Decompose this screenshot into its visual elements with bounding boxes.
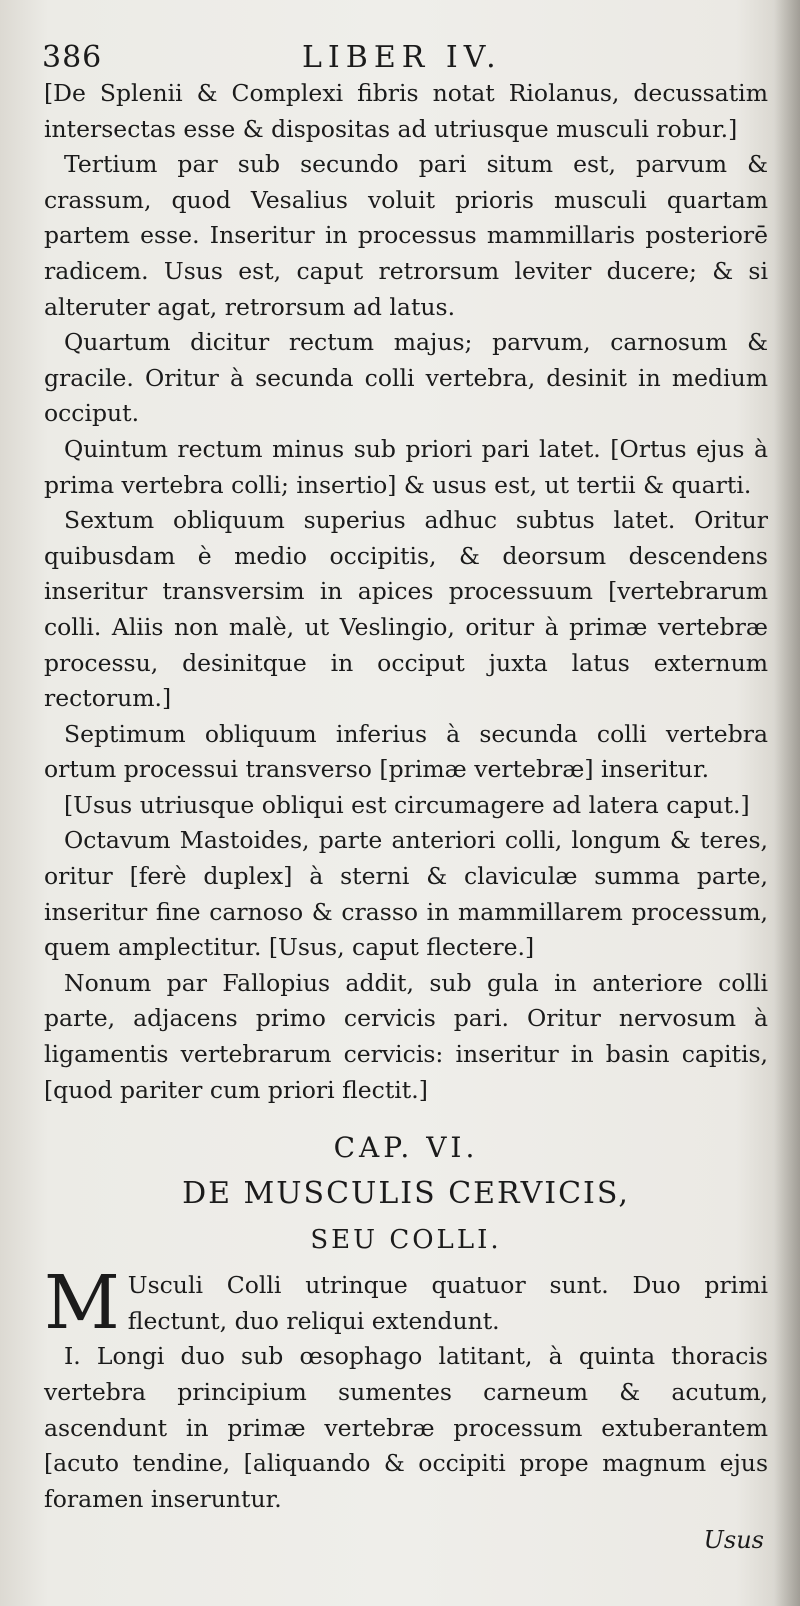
- paragraph-septimum: Septimum obliquum inferius à secunda colli vertebra ortum processui transverso [primæ vertebræ] inseritur.: [44, 719, 768, 784]
- chapter-subtitle: SEU COLLI.: [310, 1225, 502, 1256]
- paragraph-tertium-par: Tertium par sub secundo pari situm est, parvum & crassum, quod Vesalius voluit prioris musculi quartam partem esse. Inseritur in processus mammillaris posteriorē radicem. Usus est, caput retrorsum leviter ducere; & si alteruter agat, retrorsum ad latus.: [44, 150, 768, 321]
- page-gutter-shadow: [774, 0, 800, 1606]
- chapter-label: CAP. VI.: [333, 1131, 479, 1165]
- chapter-title: DE MUSCULIS CERVICIS,: [182, 1176, 630, 1212]
- paragraph-nonum: Nonum par Fallopius addit, sub gula in anteriore colli parte, adjacens primo cervicis pari. Oritur nervosum à ligamentis vertebrarum cervicis: inseritur in basin capitis, [quod pariter cum priori flectit.]: [44, 968, 768, 1104]
- paragraph-splenii-note: [De Splenii & Complexi fibris notat Riolanus, decussatim intersectas esse & dispositas ad utriusque musculi robur.]: [44, 79, 768, 143]
- page-number: 386: [42, 40, 103, 75]
- paragraph-quartum: Quartum dicitur rectum majus; parvum, carnosum & gracile. Oritur à secunda colli vertebra, desinit in medium occiput.: [44, 328, 768, 428]
- paragraph-quintum: Quintum rectum minus sub priori pari latet. [Ortus ejus à prima vertebra colli; insertio] & usus est, ut tertii & quarti.: [44, 434, 768, 499]
- catchword: Usus: [703, 1526, 764, 1554]
- page-body: [44, 76, 768, 1517]
- drop-cap-letter: M: [44, 1260, 120, 1347]
- paragraph-usus-obliqui: [Usus utriusque obliqui est circumagere ad latera caput.]: [64, 790, 750, 819]
- chapter-intro-text: Usculi Colli utrinque quatuor sunt. Duo primi flectunt, duo reliqui extendunt.: [127, 1271, 768, 1335]
- chapter-intro-paragraph: [44, 1260, 768, 1347]
- paragraph-sextum: Sextum obliquum superius adhuc subtus latet. Oritur quibusdam è medio occipitis, & deorsum descendens inseritur transversim in apices processuum [vertebrarum colli. Aliis non malè, ut Veslingio, oritur à primæ vertebræ processu, desinitque in occiput juxta latus externum rectorum.]: [44, 506, 768, 713]
- paragraph-octavum: Octavum Mastoides, parte anteriori colli, longum & teres, oritur [ferè duplex] à sterni & claviculæ summa parte, inseritur fine carnoso & crasso in mammillarem processum, quem amplectitur. [Usus, caput flectere.]: [44, 826, 768, 962]
- page-header: [42, 38, 762, 78]
- running-title: LIBER IV.: [302, 40, 502, 75]
- paragraph-longi: I. Longi duo sub œsophago latitant, à quinta thoracis vertebra principium sumentes carneum & acutum, ascendunt in primæ vertebræ processum extuberantem [acuto tendine, [aliquando & occipiti prope magnum ejus foramen inseruntur.: [44, 1342, 768, 1513]
